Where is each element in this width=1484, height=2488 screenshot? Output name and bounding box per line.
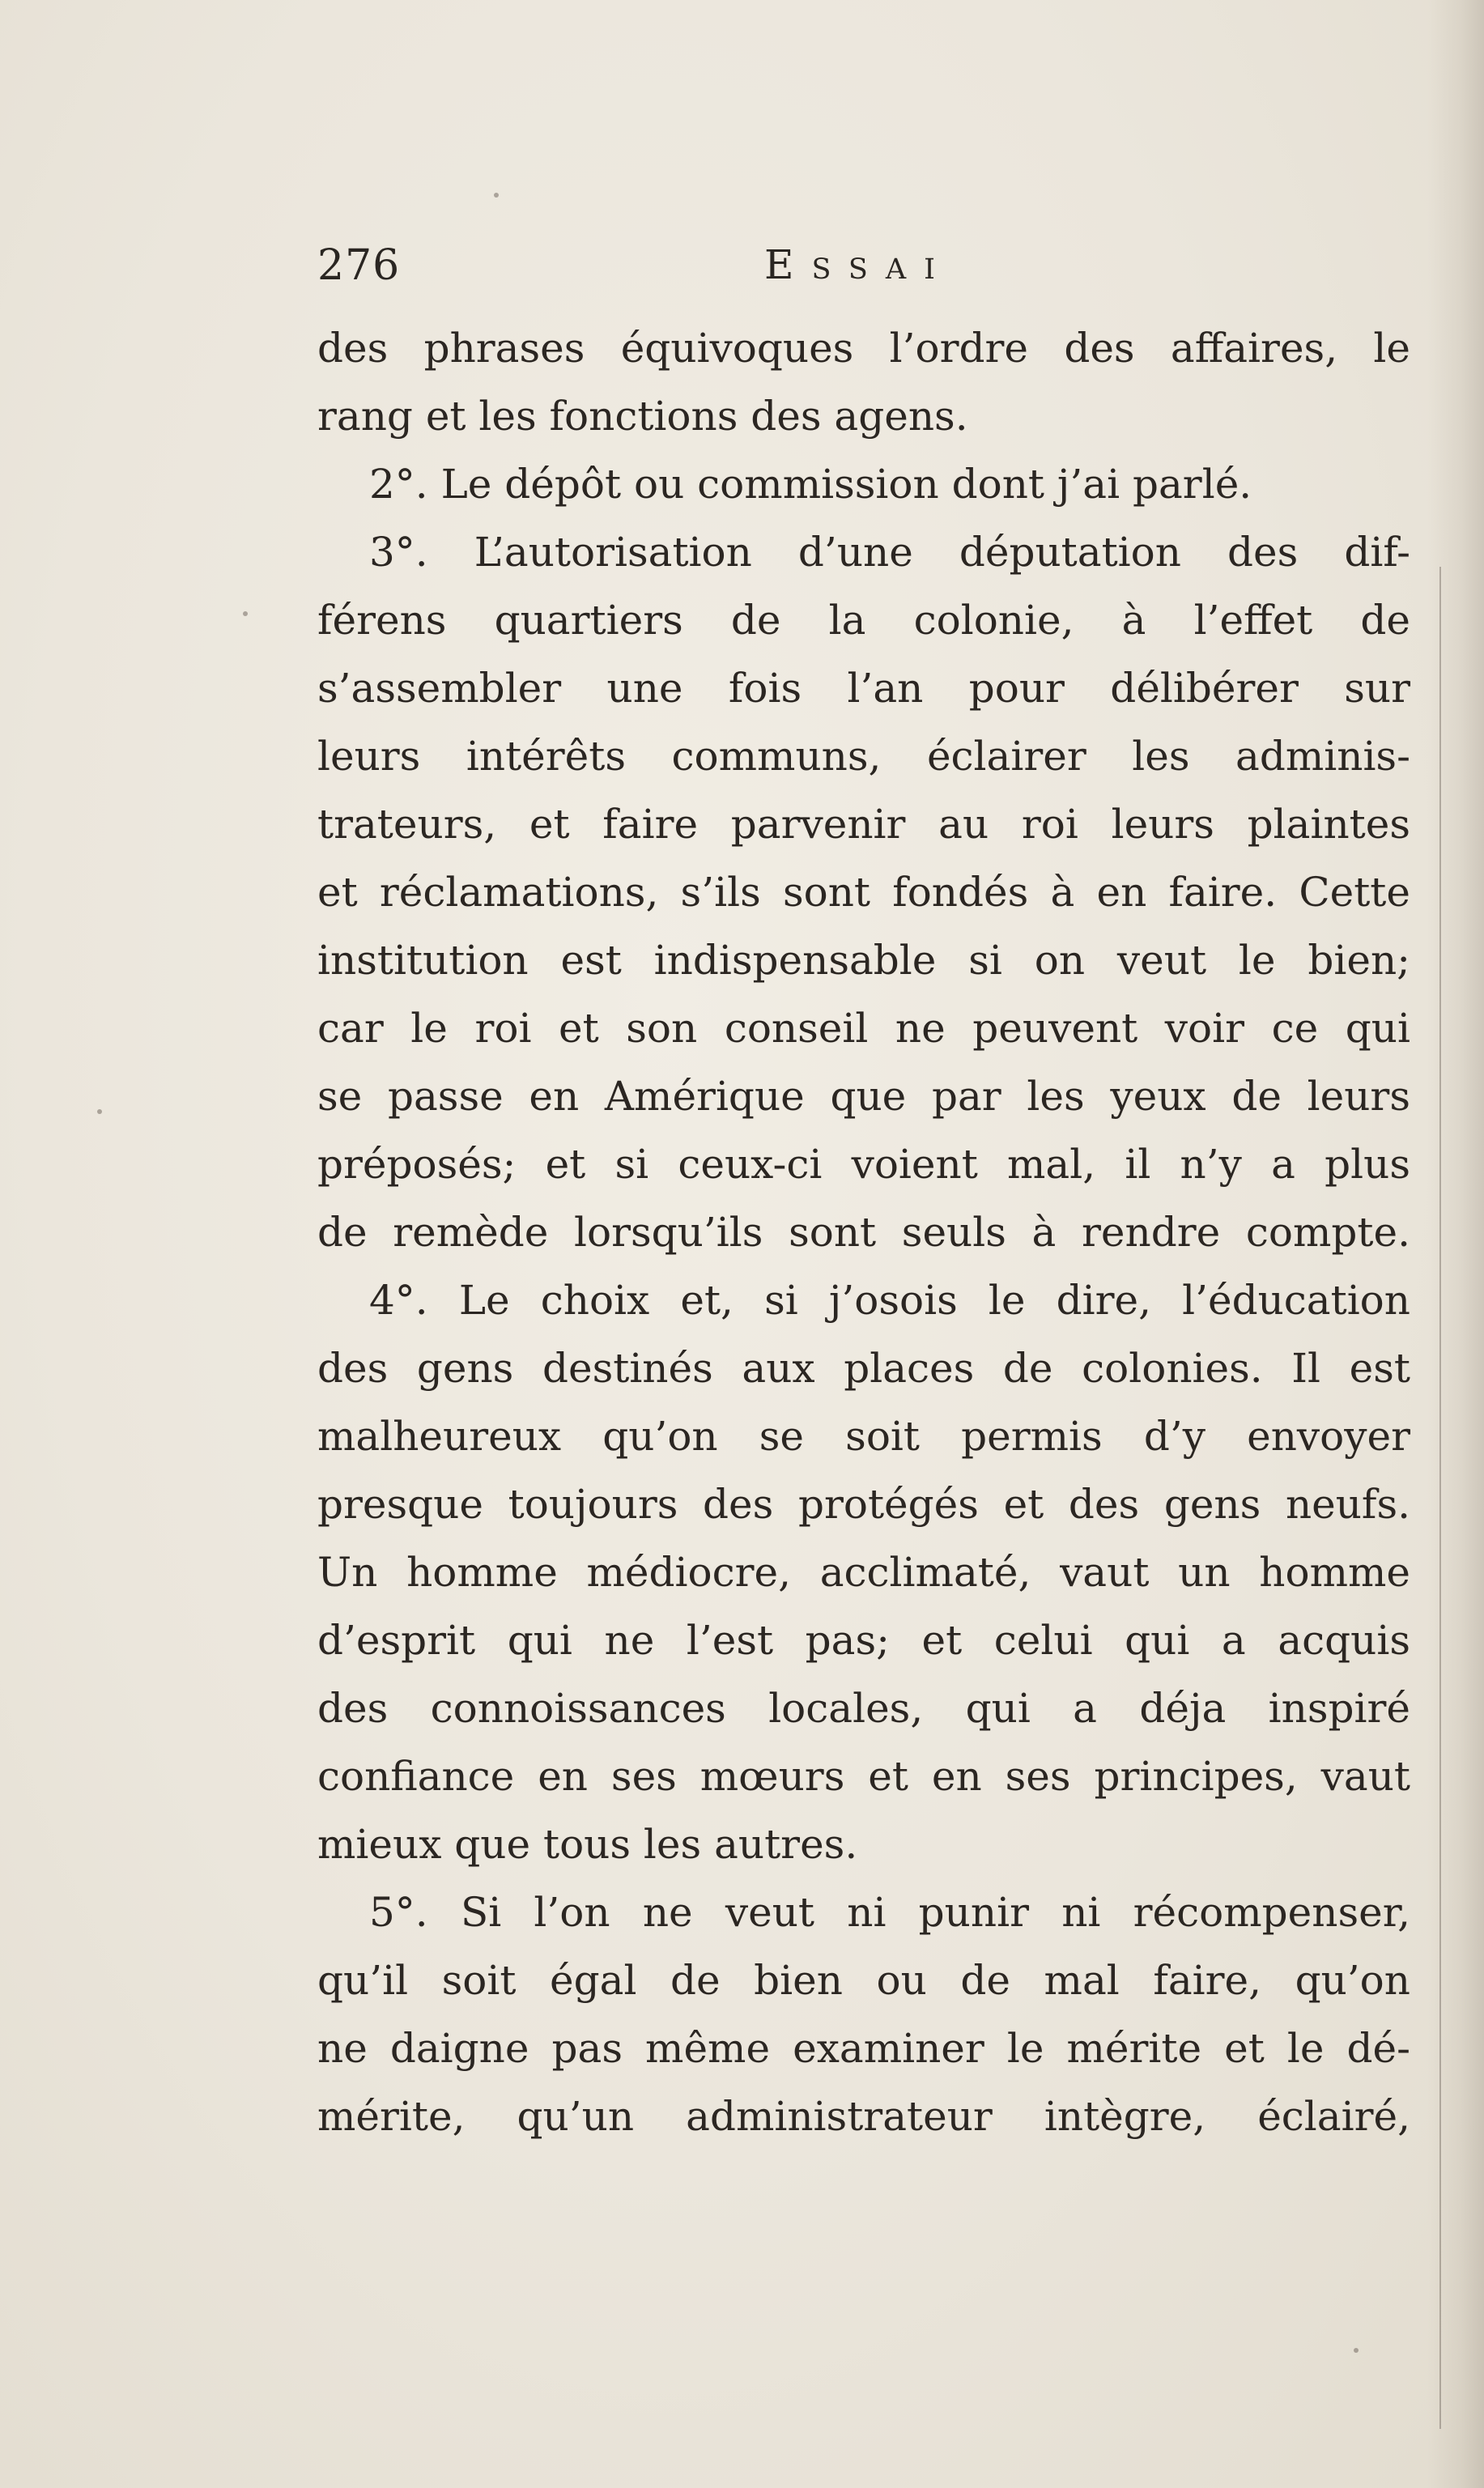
text-line: 3°. L’autorisation d’une députation des dif- [369,529,1410,576]
text-line: préposés; et si ceux-ci voient mal, il n’y a plus [317,1141,1410,1188]
text-line: se passe en Amérique que par les yeux de leurs [317,1073,1410,1120]
text-line: rang et les fonctions des agens. [317,393,968,440]
page-fold-line [1439,567,1441,2429]
text-line: et réclamations, s’ils sont fondés à en faire. Cette [317,869,1410,916]
text-line: des connoissances locales, qui a déja inspiré [317,1685,1410,1732]
text-line: mérite, qu’un administrateur intègre, éclairé, [317,2093,1410,2140]
page-number: 276 [317,241,401,290]
body-text [317,314,1410,2150]
text-line: des phrases équivoques l’ordre des affaires, le [317,325,1410,372]
text-line: des gens destinés aux places de colonies. Il est [317,1345,1410,1392]
paper-speck [243,611,248,616]
text-line: mieux que tous les autres. [317,1821,858,1868]
text-line: Un homme médiocre, acclimaté, vaut un homme [317,1549,1410,1596]
text-line: confiance en ses mœurs et en ses principes, vaut [317,1753,1410,1800]
text-line: leurs intérêts communs, éclairer les adminis- [317,733,1410,780]
text-line: malheureux qu’on se soit permis d’y envoyer [317,1413,1410,1460]
text-line: férens quartiers de la colonie, à l’effet de [317,597,1410,644]
running-head: Essai [764,241,953,288]
text-line: 4°. Le choix et, si j’osois le dire, l’éducation [369,1277,1410,1324]
text-line: 2°. Le dépôt ou commission dont j’ai parlé. [369,461,1252,508]
text-line: d’esprit qui ne l’est pas; et celui qui a acquis [317,1617,1410,1664]
text-line: trateurs, et faire parvenir au roi leurs plaintes [317,801,1410,848]
paper-speck [1354,2348,1359,2353]
paper-speck [97,1109,102,1114]
page-edge-shadow [1427,0,1484,2488]
text-line: 5°. Si l’on ne veut ni punir ni récompenser, [369,1889,1410,1936]
text-line: car le roi et son conseil ne peuvent voir ce qui [317,1005,1410,1052]
text-line: presque toujours des protégés et des gens neufs. [317,1481,1410,1528]
text-line: institution est indispensable si on veut le bien; [317,937,1410,984]
page-header [317,241,1418,306]
text-line: de remède lorsqu’ils sont seuls à rendre compte. [317,1209,1410,1256]
paper-speck [494,193,499,198]
text-line: s’assembler une fois l’an pour délibérer sur [317,665,1410,712]
text-line: ne daigne pas même examiner le mérite et le dé- [317,2025,1410,2072]
text-line: qu’il soit égal de bien ou de mal faire, qu’on [317,1957,1410,2004]
